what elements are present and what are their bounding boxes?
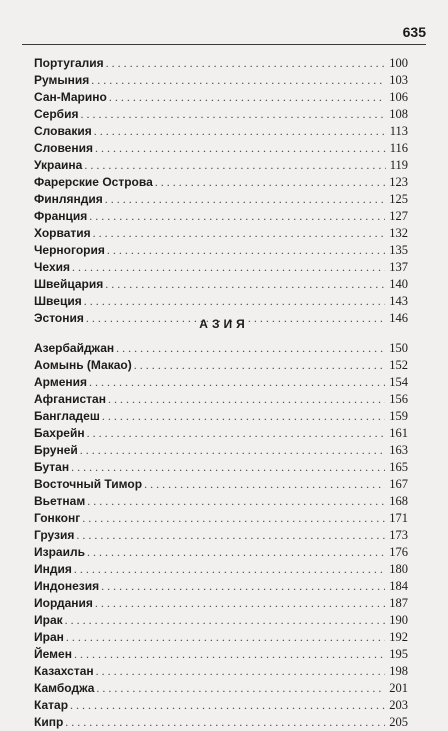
toc-entry bbox=[34, 697, 408, 714]
dot-leader bbox=[87, 425, 386, 442]
toc-entry-name: Португалия bbox=[34, 56, 104, 70]
dot-leader bbox=[101, 578, 385, 595]
toc-entry-page: 150 bbox=[389, 341, 408, 355]
dot-leader bbox=[105, 276, 385, 293]
toc-entry-page: 198 bbox=[389, 664, 408, 678]
toc-entry-page: 203 bbox=[389, 698, 408, 712]
toc-entry-name: Словения bbox=[34, 141, 93, 155]
dot-leader bbox=[91, 72, 385, 89]
toc-entry bbox=[34, 629, 408, 646]
toc-entry-name: Украина bbox=[34, 158, 83, 172]
toc-entry-page: 168 bbox=[389, 494, 408, 508]
toc-entry-name: Катар bbox=[34, 698, 69, 712]
dot-leader bbox=[107, 242, 385, 259]
toc-entry bbox=[34, 510, 408, 527]
toc-entry-page: 161 bbox=[389, 426, 408, 440]
dot-leader bbox=[80, 442, 385, 459]
dot-leader bbox=[89, 374, 385, 391]
toc-entry-page: 163 bbox=[389, 443, 408, 457]
toc-entry bbox=[34, 408, 408, 425]
toc-entry bbox=[34, 476, 408, 493]
toc-entry-name: Эстония bbox=[34, 311, 84, 325]
dot-leader bbox=[93, 225, 386, 242]
dot-leader bbox=[65, 714, 385, 731]
toc-entry bbox=[34, 208, 408, 225]
toc-entry-name: Кипр bbox=[34, 715, 64, 729]
toc-entry-name: Иран bbox=[34, 630, 64, 644]
toc-entry bbox=[34, 123, 408, 140]
toc-entry-name: Иордания bbox=[34, 596, 93, 610]
dot-leader bbox=[72, 259, 385, 276]
toc-entry bbox=[34, 191, 408, 208]
toc-entry-page: 125 bbox=[389, 192, 408, 206]
toc-entry-page: 192 bbox=[389, 630, 408, 644]
toc-entry-page: 176 bbox=[389, 545, 408, 559]
toc-entry bbox=[34, 276, 408, 293]
toc-entry bbox=[34, 612, 408, 629]
toc-entry bbox=[34, 293, 408, 310]
toc-entry-page: 132 bbox=[389, 226, 408, 240]
toc-entry-page: 100 bbox=[389, 56, 408, 70]
toc-entry bbox=[34, 89, 408, 106]
toc-entry-name: Азербайджан bbox=[34, 341, 115, 355]
toc-entry-page: 159 bbox=[389, 409, 408, 423]
toc-entry-page: 106 bbox=[389, 90, 408, 104]
toc-entry-name: Бангладеш bbox=[34, 409, 100, 423]
toc-entry-name: Афганистан bbox=[34, 392, 106, 406]
dot-leader bbox=[95, 140, 386, 157]
dot-leader bbox=[74, 646, 385, 663]
toc-entry-name: Восточный Тимор bbox=[34, 477, 143, 491]
toc-europe-list bbox=[34, 55, 408, 327]
dot-leader bbox=[155, 174, 385, 191]
toc-entry bbox=[34, 680, 408, 697]
toc-entry-name: Армения bbox=[34, 375, 88, 389]
dot-leader bbox=[87, 544, 385, 561]
toc-entry-page: 205 bbox=[389, 715, 408, 729]
toc-entry bbox=[34, 544, 408, 561]
toc-entry-name: Франция bbox=[34, 209, 88, 223]
toc-entry-name: Аомынь (Макао) bbox=[34, 358, 132, 372]
toc-entry-page: 187 bbox=[389, 596, 408, 610]
toc-entry bbox=[34, 157, 408, 174]
toc-entry-name: Словакия bbox=[34, 124, 92, 138]
toc-entry bbox=[34, 374, 408, 391]
dot-leader bbox=[96, 680, 385, 697]
toc-entry-page: 173 bbox=[389, 528, 408, 542]
toc-entry-page: 137 bbox=[389, 260, 408, 274]
toc-entry-page: 171 bbox=[389, 511, 408, 525]
toc-entry-page: 156 bbox=[389, 392, 408, 406]
toc-entry bbox=[34, 140, 408, 157]
toc-entry-page: 143 bbox=[389, 294, 408, 308]
toc-entry bbox=[34, 459, 408, 476]
toc-entry-page: 152 bbox=[389, 358, 408, 372]
dot-leader bbox=[105, 191, 386, 208]
toc-entry bbox=[34, 259, 408, 276]
toc-entry-name: Финляндия bbox=[34, 192, 103, 206]
toc-entry-page: 135 bbox=[389, 243, 408, 257]
toc-entry-page: 116 bbox=[389, 141, 408, 155]
dot-leader bbox=[96, 663, 386, 680]
toc-entry-name: Индия bbox=[34, 562, 72, 576]
toc-entry-page: 190 bbox=[389, 613, 408, 627]
toc-entry-name: Йемен bbox=[34, 647, 72, 661]
toc-entry-name: Фарерские Острова bbox=[34, 175, 153, 189]
page-number: 635 bbox=[402, 24, 426, 40]
dot-leader bbox=[108, 391, 385, 408]
toc-entry-name: Сан-Марино bbox=[34, 90, 107, 104]
dot-leader bbox=[70, 697, 385, 714]
toc-entry-name: Ирак bbox=[34, 613, 63, 627]
toc-entry-page: 127 bbox=[389, 209, 408, 223]
toc-entry bbox=[34, 55, 408, 72]
toc-entry-name: Вьетнам bbox=[34, 494, 86, 508]
toc-entry-page: 140 bbox=[389, 277, 408, 291]
toc-entry-name: Черногория bbox=[34, 243, 105, 257]
dot-leader bbox=[84, 293, 386, 310]
toc-entry bbox=[34, 106, 408, 123]
toc-entry-name: Швеция bbox=[34, 294, 82, 308]
toc-entry-page: 119 bbox=[389, 158, 408, 172]
toc-entry-page: 108 bbox=[389, 107, 408, 121]
toc-entry-name: Швейцария bbox=[34, 277, 104, 291]
toc-entry-page: 201 bbox=[389, 681, 408, 695]
toc-entry-page: 146 bbox=[389, 311, 408, 325]
dot-leader bbox=[82, 510, 385, 527]
dot-leader bbox=[80, 106, 385, 123]
toc-entry-name: Казахстан bbox=[34, 664, 94, 678]
toc-entry bbox=[34, 561, 408, 578]
dot-leader bbox=[74, 561, 385, 578]
dot-leader bbox=[71, 459, 385, 476]
toc-entry bbox=[34, 527, 408, 544]
toc-entry-name: Израиль bbox=[34, 545, 85, 559]
toc-entry-page: 165 bbox=[389, 460, 408, 474]
toc-entry-name: Камбоджа bbox=[34, 681, 95, 695]
toc-entry-page: 180 bbox=[389, 562, 408, 576]
toc-entry-name: Бахрейн bbox=[34, 426, 85, 440]
toc-entry-page: 184 bbox=[389, 579, 408, 593]
dot-leader bbox=[102, 408, 385, 425]
toc-entry bbox=[34, 357, 408, 374]
toc-entry-page: 123 bbox=[389, 175, 408, 189]
toc-entry-page: 154 bbox=[389, 375, 408, 389]
toc-entry-name: Бутан bbox=[34, 460, 70, 474]
toc-entry-name: Индонезия bbox=[34, 579, 100, 593]
section-title-asia: АЗИЯ bbox=[199, 317, 249, 331]
dot-leader bbox=[95, 595, 385, 612]
dot-leader bbox=[65, 612, 386, 629]
toc-entry-name: Бруней bbox=[34, 443, 78, 457]
toc-asia-list bbox=[34, 340, 408, 731]
toc-entry-page: 113 bbox=[389, 124, 408, 138]
toc-entry-page: 167 bbox=[389, 477, 408, 491]
toc-entry bbox=[34, 646, 408, 663]
toc-entry-name: Румыния bbox=[34, 73, 90, 87]
toc-entry-name: Чехия bbox=[34, 260, 70, 274]
dot-leader bbox=[84, 157, 385, 174]
dot-leader bbox=[106, 55, 386, 72]
dot-leader bbox=[134, 357, 386, 374]
toc-entry-name: Хорватия bbox=[34, 226, 91, 240]
dot-leader bbox=[109, 89, 385, 106]
toc-entry bbox=[34, 242, 408, 259]
toc-entry bbox=[34, 425, 408, 442]
toc-entry-page: 103 bbox=[389, 73, 408, 87]
dot-leader bbox=[116, 340, 385, 357]
dot-leader bbox=[76, 527, 385, 544]
toc-entry bbox=[34, 225, 408, 242]
toc-entry bbox=[34, 663, 408, 680]
toc-entry bbox=[34, 174, 408, 191]
toc-entry bbox=[34, 340, 408, 357]
toc-entry bbox=[34, 714, 408, 731]
toc-entry bbox=[34, 391, 408, 408]
toc-entry bbox=[34, 578, 408, 595]
dot-leader bbox=[94, 123, 386, 140]
toc-entry-name: Гонконг bbox=[34, 511, 81, 525]
toc-entry bbox=[34, 72, 408, 89]
page-header bbox=[22, 24, 426, 45]
toc-entry-name: Сербия bbox=[34, 107, 79, 121]
dot-leader bbox=[66, 629, 385, 646]
toc-entry bbox=[34, 442, 408, 459]
toc-entry bbox=[34, 493, 408, 510]
dot-leader bbox=[144, 476, 385, 493]
dot-leader bbox=[87, 493, 385, 510]
toc-entry-name: Грузия bbox=[34, 528, 75, 542]
dot-leader bbox=[89, 208, 385, 225]
toc-entry-page: 195 bbox=[389, 647, 408, 661]
toc-entry bbox=[34, 595, 408, 612]
